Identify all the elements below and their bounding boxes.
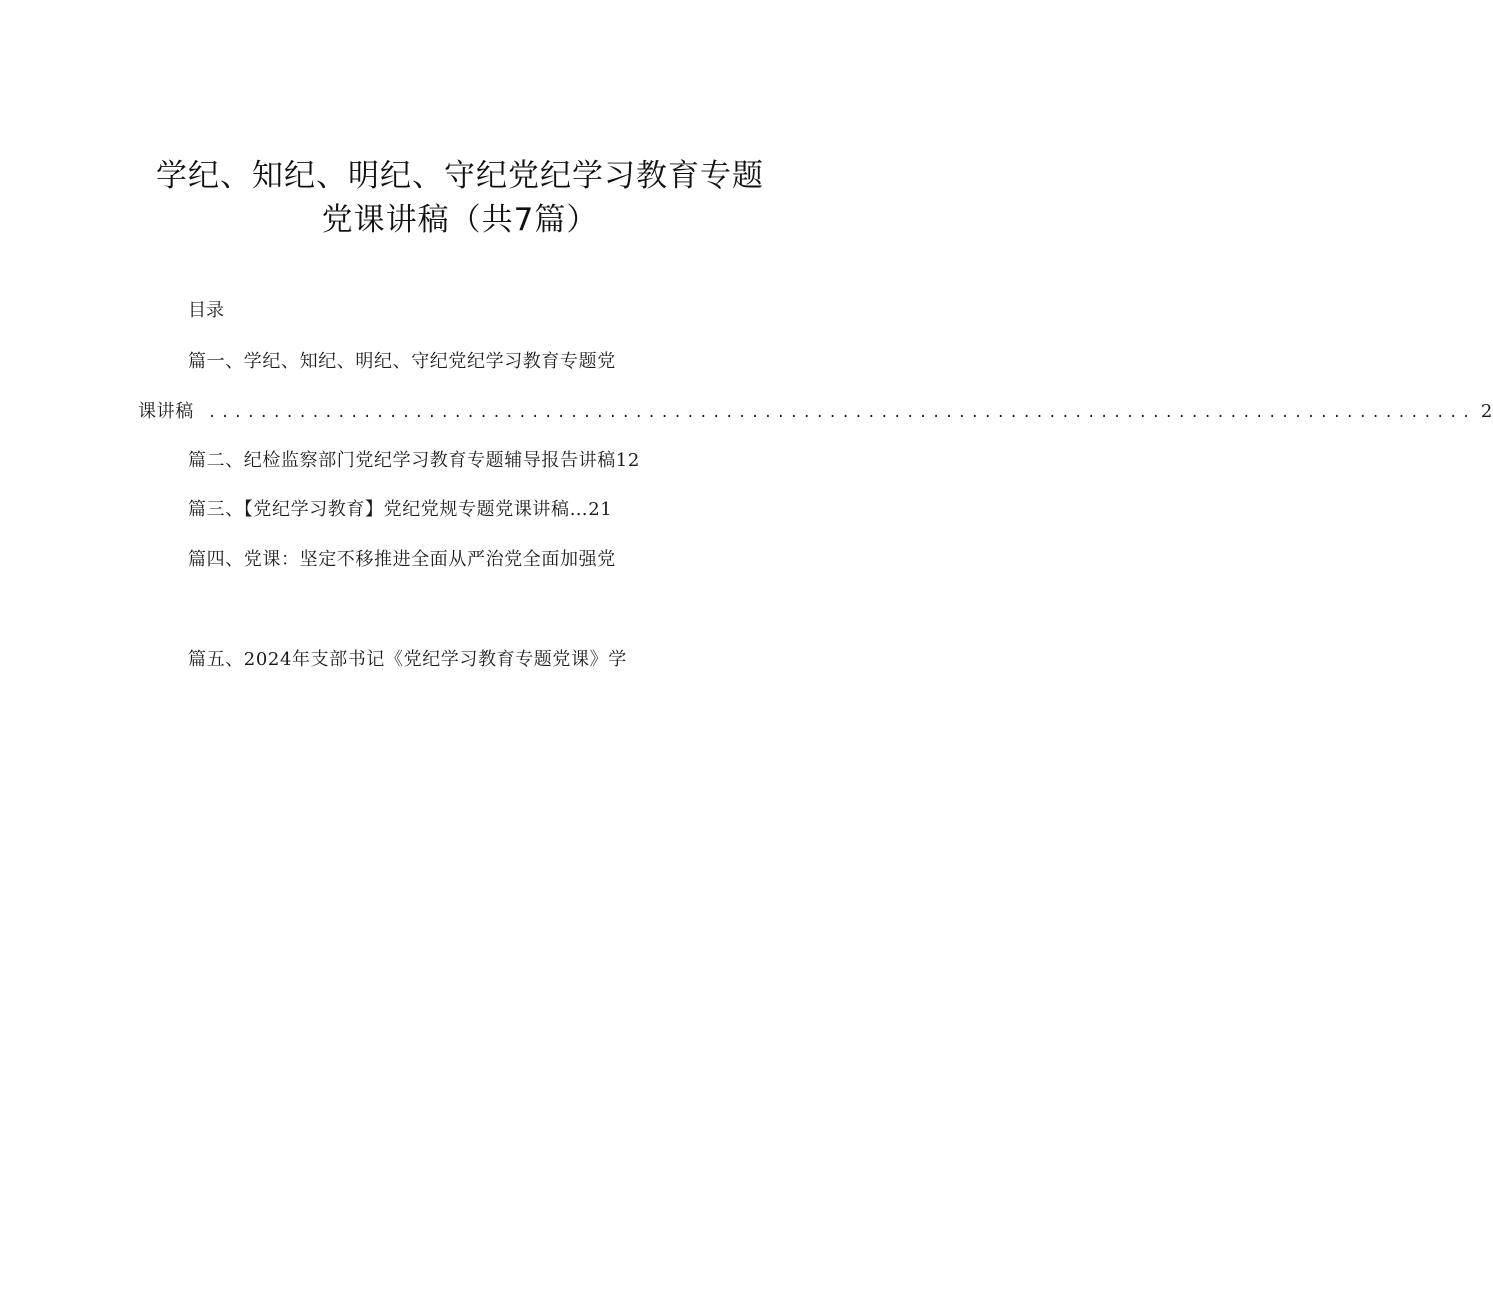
toc-entry-3[interactable]: 篇三、【党纪学习教育】党纪党规专题党课讲稿…21: [188, 499, 613, 520]
toc-entry-4[interactable]: 篇四、党课：坚定不移推进全面从严治党全面加强党: [188, 549, 616, 570]
document-title-line-2: 党课讲稿（共7篇）: [321, 202, 599, 238]
toc-entry-1-label: 课讲稿: [138, 401, 194, 422]
toc-entry-1-line-2[interactable]: [138, 397, 1493, 423]
toc-entry-1-line-1[interactable]: 篇一、学纪、知纪、明纪、守纪党纪学习教育专题党: [188, 351, 616, 372]
toc-entry-5[interactable]: 篇五、2024年支部书记《党纪学习教育专题党课》学: [188, 649, 627, 670]
document-title-line-1: 学纪、知纪、明纪、守纪党纪学习教育专题: [156, 158, 764, 194]
toc-heading: 目录: [188, 300, 224, 321]
toc-entry-2[interactable]: 篇二、纪检监察部门党纪学习教育专题辅导报告讲稿12: [188, 450, 640, 471]
toc-entry-1-page-number: 2: [1480, 401, 1493, 422]
toc-entry-1-leader-dots: ..................................................................................................: [207, 405, 1475, 421]
